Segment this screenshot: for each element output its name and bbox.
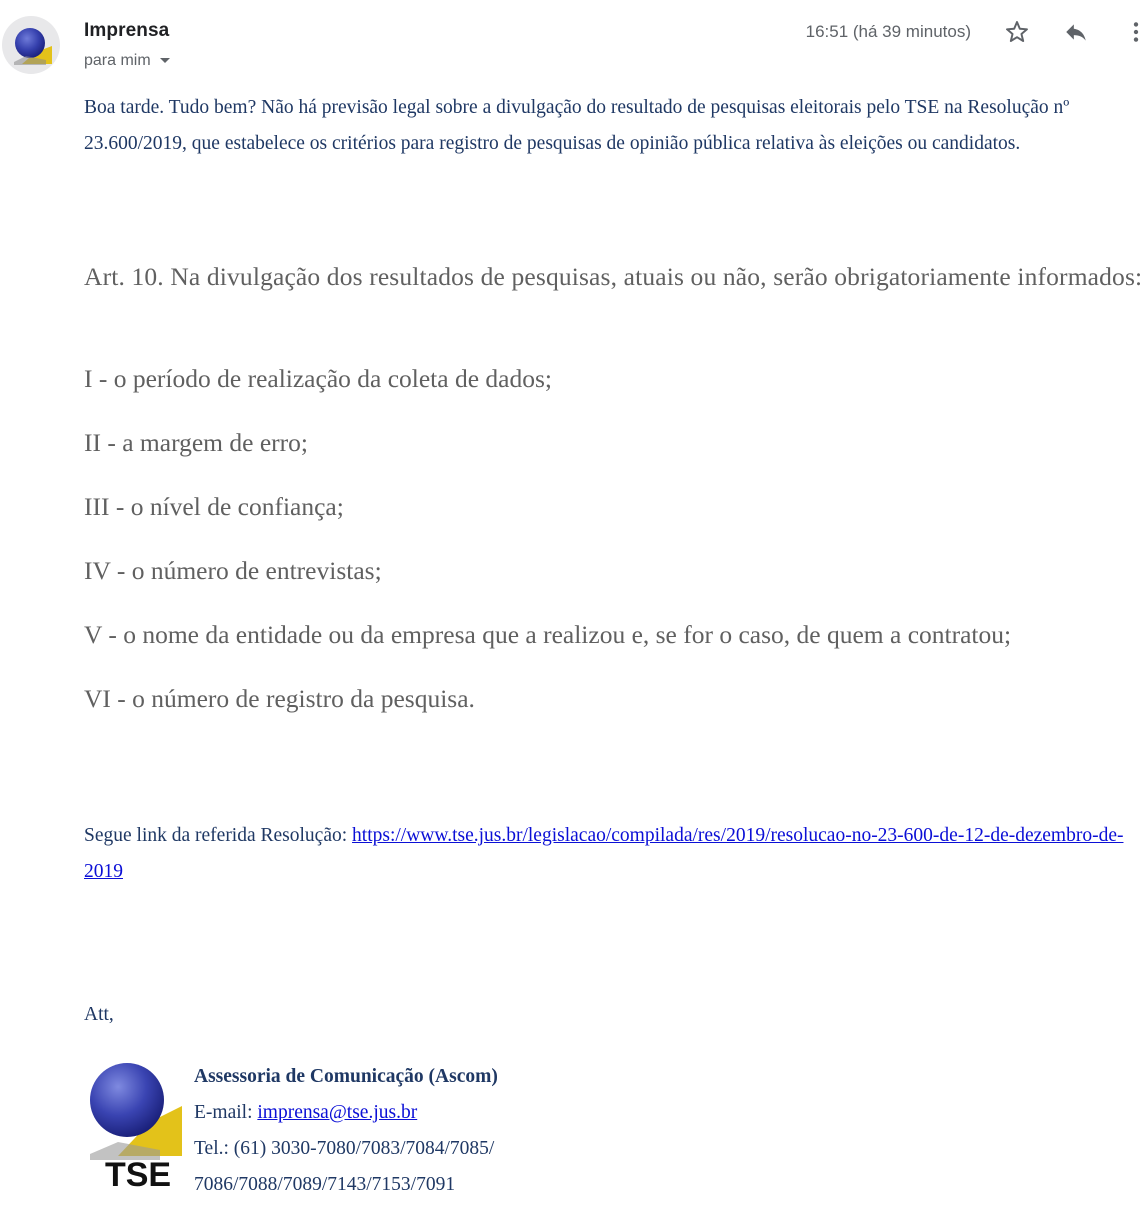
star-outline-icon [1004,19,1030,45]
article-item: V - o nome da entidade ou da empresa que a realizou e, se for o caso, de quem a contratou; [84,620,1012,649]
recipient-label: para mim [84,52,151,69]
tse-logo-icon [88,1060,188,1192]
email-label: E-mail: [194,1102,258,1123]
signature-email-link[interactable]: imprensa@tse.jus.br [257,1102,418,1123]
message-timestamp: 16:51 (há 39 minutos) [805,22,971,41]
signature-email-line [194,1095,498,1131]
star-button[interactable] [997,12,1037,52]
sender-avatar[interactable] [2,16,60,74]
tse-logo-avatar-icon [2,16,60,74]
message-intro: Boa tarde. Tudo bem? Não há previsão legal sobre a divulgação do resultado de pesquisas eleitorais pelo TSE na Resolução nº 23.600/2019, que estabelece os critérios para registro de pesquisas de opinião pública relativa às eleições ou candidatos. [84,97,1070,154]
article-heading: Art. 10. Na divulgação dos resultados de pesquisas, atuais ou não, serão obrigatoriamente informados: [84,262,1143,291]
signature-org: Assessoria de Comunicação (Ascom) [194,1066,498,1087]
reply-button[interactable] [1056,12,1096,52]
more-options-button[interactable] [1116,12,1148,52]
recipient-details-toggle[interactable] [84,52,170,70]
resolution-link-paragraph [84,818,1144,890]
reply-arrow-icon [1063,19,1089,45]
signature-block [194,1059,498,1203]
closing-text: Att, [84,1004,114,1025]
signature-phone-line-2: 7086/7088/7089/7143/7153/7091 [194,1174,456,1195]
article-item: II - a margem de erro; [84,428,308,457]
link-prefix: Segue link da referida Resolução: [84,825,353,846]
article-item: VI - o número de registro da pesquisa. [84,684,475,713]
signature-phone-line-1: Tel.: (61) 3030-7080/7083/7084/7085/ [194,1138,495,1159]
sender-name[interactable]: Imprensa [84,20,170,41]
article-item: IV - o número de entrevistas; [84,556,382,585]
article-item: III - o nível de confiança; [84,492,344,521]
chevron-down-icon [160,58,170,63]
article-item: I - o período de realização da coleta de dados; [84,364,552,393]
resolution-link[interactable]: https://www.tse.jus.br/legislacao/compilada/res/2019/resolucao-no-23-600-de-12-de-dezembro-de-2019 [84,825,1124,882]
more-vertical-icon [1123,19,1148,45]
tse-logo-text: TSE [104,1156,172,1192]
